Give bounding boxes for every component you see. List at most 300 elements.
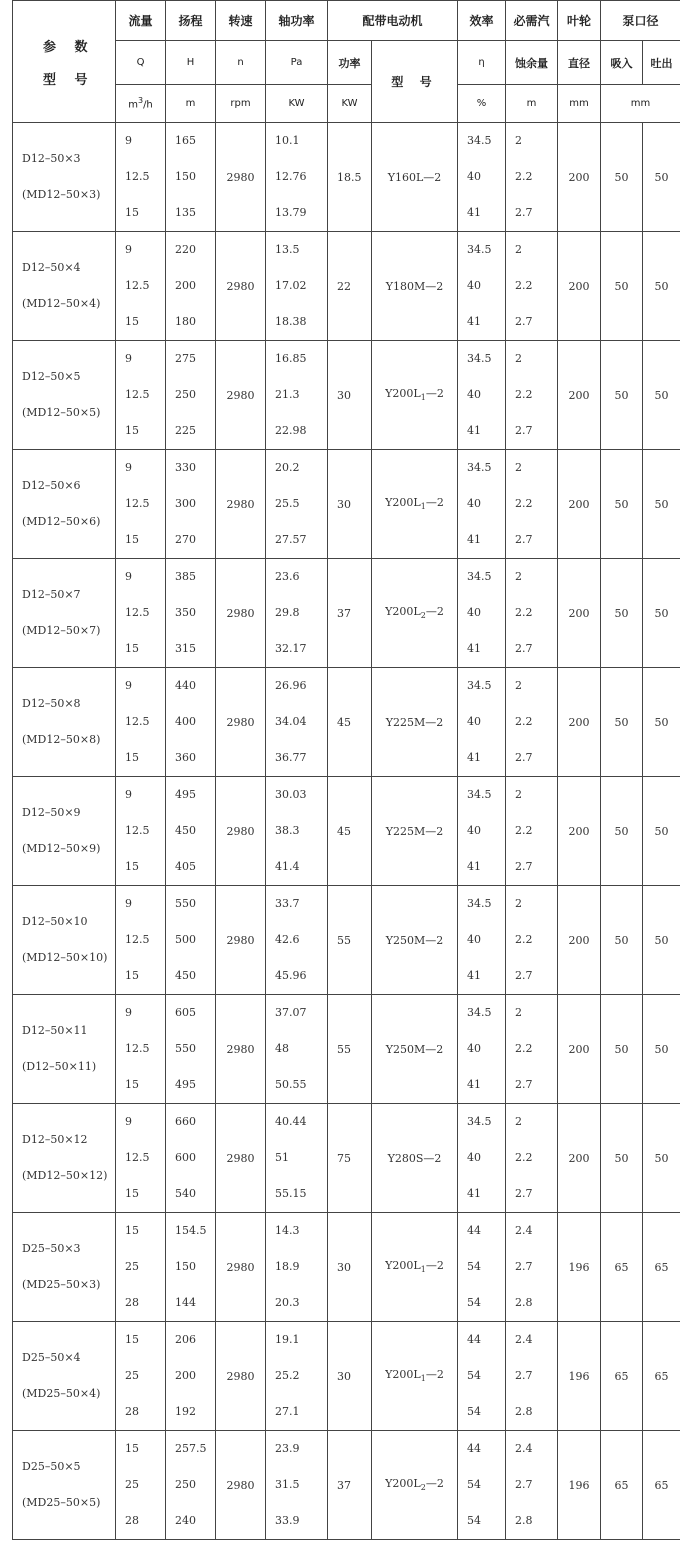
model-label: 型 号 [43, 72, 95, 88]
efficiency-cell-value: 44 [467, 1333, 482, 1346]
efficiency-cell [458, 886, 506, 995]
npsh-cell-value: 2.2 [515, 388, 533, 401]
flow-cell-value: 12.5 [125, 170, 150, 183]
npsh-cell-value: 2.4 [515, 1224, 533, 1237]
motor-model-cell [372, 777, 458, 886]
flow-cell [116, 668, 166, 777]
shaft-power-cell-value: 20.3 [275, 1296, 300, 1309]
efficiency-cell-value: 44 [467, 1224, 482, 1237]
npsh-cell-value: 2.7 [515, 1078, 533, 1091]
head-cell-value: 135 [175, 206, 196, 219]
shaft-power-cell-value: 13.79 [275, 206, 307, 219]
shaft-power-cell-value: 27.1 [275, 1405, 300, 1418]
flow-cell [116, 559, 166, 668]
shaft-power-cell [266, 123, 328, 232]
model-alt-name: (MD12–50×10) [22, 951, 108, 964]
flow-cell-value: 25 [125, 1478, 139, 1491]
efficiency-cell-value: 41 [467, 1187, 482, 1200]
head-cell-value: 550 [175, 897, 196, 910]
efficiency-cell-value: 40 [467, 170, 482, 183]
impeller-header: 叶轮 [558, 1, 601, 41]
shaft-power-cell [266, 559, 328, 668]
shaft-power-cell-value: 17.02 [275, 279, 307, 292]
speed-header: 转速 [216, 1, 266, 41]
speed-cell: 2980 [216, 1213, 266, 1322]
head-cell-value: 270 [175, 533, 196, 546]
efficiency-cell-value: 41 [467, 315, 482, 328]
head-unit: m [166, 85, 216, 123]
shaft-power-cell-value: 48 [275, 1042, 289, 1055]
motor-model-text: Y225M—2 [385, 715, 444, 729]
efficiency-cell-value: 40 [467, 388, 482, 401]
flow-cell-value: 12.5 [125, 606, 150, 619]
motor-model-tail: —2 [425, 1259, 444, 1273]
flow-cell [116, 1104, 166, 1213]
motor-model-sub: 1 [420, 1374, 426, 1384]
header-row-1 [13, 1, 681, 41]
npsh-cell-value: 2.7 [515, 969, 533, 982]
efficiency-cell [458, 1431, 506, 1540]
efficiency-cell-value: 34.5 [467, 679, 492, 692]
head-cell-value: 275 [175, 352, 196, 365]
head-cell-value: 257.5 [175, 1442, 207, 1455]
head-cell-value: 400 [175, 715, 196, 728]
flow-cell-value: 15 [125, 315, 139, 328]
flow-cell [116, 1322, 166, 1431]
head-cell [166, 668, 216, 777]
head-cell-value: 150 [175, 170, 196, 183]
model-name: D12–50×10 [22, 915, 88, 928]
port-inlet-cell: 50 [601, 995, 643, 1104]
port-outlet-cell: 50 [643, 123, 680, 232]
impeller-diameter-cell: 200 [558, 341, 601, 450]
motor-model-tail: —2 [425, 1368, 444, 1382]
shaft-power-cell-value: 41.4 [275, 860, 300, 873]
shaft-power-cell-value: 18.38 [275, 315, 307, 328]
npsh-cell [506, 668, 558, 777]
efficiency-cell-value: 40 [467, 606, 482, 619]
npsh-cell [506, 1213, 558, 1322]
flow-symbol: Q [116, 41, 166, 85]
motor-model-text: Y280S—2 [387, 1151, 442, 1165]
motor-power-cell: 45 [328, 777, 372, 886]
flow-cell-value: 25 [125, 1369, 139, 1382]
flow-cell [116, 341, 166, 450]
flow-cell-value: 12.5 [125, 824, 150, 837]
shaft-power-cell-value: 29.8 [275, 606, 300, 619]
shaft-power-cell-value: 33.7 [275, 897, 300, 910]
head-cell-value: 350 [175, 606, 196, 619]
motor-power-unit: KW [328, 85, 372, 123]
port-outlet-cell: 50 [643, 450, 680, 559]
shaft-power-cell-value: 45.96 [275, 969, 307, 982]
model-name: D12–50×5 [22, 370, 81, 383]
motor-model-sub: 1 [420, 502, 426, 512]
port-inlet-cell: 50 [601, 450, 643, 559]
motor-model-text: Y180M—2 [385, 279, 444, 293]
shaft-power-cell-value: 55.15 [275, 1187, 307, 1200]
flow-cell [116, 1213, 166, 1322]
motor-header: 配带电动机 [328, 1, 458, 41]
shaft-power-cell-value: 38.3 [275, 824, 300, 837]
model-cell [13, 1104, 116, 1213]
model-alt-name: (MD12–50×9) [22, 842, 101, 855]
shaft-power-cell-value: 18.9 [275, 1260, 300, 1273]
motor-power-cell: 75 [328, 1104, 372, 1213]
head-cell-value: 250 [175, 388, 196, 401]
speed-cell: 2980 [216, 341, 266, 450]
head-cell-value: 200 [175, 1369, 196, 1382]
port-outlet-cell: 50 [643, 559, 680, 668]
head-cell [166, 450, 216, 559]
npsh-cell-value: 2.7 [515, 1260, 533, 1273]
npsh-cell [506, 1322, 558, 1431]
npsh-cell-value: 2.2 [515, 1151, 533, 1164]
table-row [13, 995, 681, 1104]
motor-power-cell: 22 [328, 232, 372, 341]
flow-cell-value: 9 [125, 134, 132, 147]
efficiency-cell [458, 450, 506, 559]
efficiency-header: 效率 [458, 1, 506, 41]
npsh-cell-value: 2.8 [515, 1296, 533, 1309]
npsh-cell-value: 2.7 [515, 533, 533, 546]
speed-cell: 2980 [216, 559, 266, 668]
shaft-power-cell [266, 668, 328, 777]
model-alt-name: (MD12–50×8) [22, 733, 101, 746]
model-cell [13, 1431, 116, 1540]
efficiency-cell [458, 995, 506, 1104]
model-name: D12–50×8 [22, 697, 81, 710]
model-cell [13, 995, 116, 1104]
speed-cell: 2980 [216, 1104, 266, 1213]
motor-model-cell [372, 1431, 458, 1540]
motor-model-tail: —2 [425, 387, 444, 401]
impeller-diameter-cell: 196 [558, 1213, 601, 1322]
motor-model-tail: —2 [425, 496, 444, 510]
model-cell [13, 123, 116, 232]
efficiency-cell-value: 41 [467, 1078, 482, 1091]
head-cell-value: 450 [175, 824, 196, 837]
port-outlet-cell: 50 [643, 1104, 680, 1213]
motor-model-sub: 1 [420, 1265, 426, 1275]
head-cell-value: 605 [175, 1006, 196, 1019]
table-row [13, 450, 681, 559]
npsh-header: 必需汽 [506, 1, 558, 41]
efficiency-cell-value: 41 [467, 751, 482, 764]
efficiency-cell-value: 41 [467, 860, 482, 873]
npsh-cell-value: 2.2 [515, 606, 533, 619]
shaft-power-cell [266, 777, 328, 886]
port-unit: mm [601, 85, 680, 123]
motor-model-base: Y200L [385, 1368, 421, 1382]
shaft-power-cell [266, 1431, 328, 1540]
npsh-cell [506, 123, 558, 232]
efficiency-cell-value: 40 [467, 279, 482, 292]
npsh-cell-value: 2 [515, 243, 523, 256]
motor-power-header: 功率 [328, 41, 372, 85]
flow-cell-value: 9 [125, 243, 132, 256]
flow-cell [116, 995, 166, 1104]
head-cell-value: 220 [175, 243, 196, 256]
npsh-cell-value: 2.2 [515, 279, 533, 292]
head-cell [166, 886, 216, 995]
efficiency-cell-value: 34.5 [467, 788, 492, 801]
speed-cell: 2980 [216, 886, 266, 995]
impeller-diameter-cell: 200 [558, 995, 601, 1104]
model-name: D25–50×3 [22, 1242, 81, 1255]
motor-model-cell [372, 341, 458, 450]
port-outlet-cell: 50 [643, 886, 680, 995]
npsh-cell-value: 2 [515, 1006, 523, 1019]
head-cell-value: 150 [175, 1260, 196, 1273]
npsh-cell-value: 2.7 [515, 315, 533, 328]
port-header: 泵口径 [601, 1, 680, 41]
table-row [13, 559, 681, 668]
speed-cell: 2980 [216, 995, 266, 1104]
model-cell [13, 341, 116, 450]
port-outlet-header: 吐出 [643, 41, 680, 85]
flow-cell-value: 28 [125, 1296, 139, 1309]
motor-power-cell: 37 [328, 1431, 372, 1540]
efficiency-cell [458, 123, 506, 232]
npsh-cell-value: 2 [515, 897, 523, 910]
table-row [13, 123, 681, 232]
shaft-power-cell-value: 42.6 [275, 933, 300, 946]
efficiency-cell-value: 34.5 [467, 243, 492, 256]
flow-cell-value: 9 [125, 570, 132, 583]
shaft-power-cell-value: 23.6 [275, 570, 300, 583]
flow-cell-value: 15 [125, 969, 139, 982]
head-cell-value: 495 [175, 1078, 196, 1091]
shaft-power-cell [266, 1213, 328, 1322]
motor-model-cell [372, 232, 458, 341]
motor-model-sub: 1 [420, 393, 426, 403]
motor-power-cell: 30 [328, 450, 372, 559]
flow-cell-value: 15 [125, 1187, 139, 1200]
shaft-power-cell [266, 450, 328, 559]
npsh-cell-value: 2.4 [515, 1442, 533, 1455]
motor-model-text: Y160L—2 [387, 170, 442, 184]
impeller-diameter-cell: 196 [558, 1431, 601, 1540]
shaft-power-cell-value: 25.2 [275, 1369, 300, 1382]
head-cell [166, 559, 216, 668]
model-name: D12–50×7 [22, 588, 81, 601]
port-inlet-cell: 50 [601, 559, 643, 668]
npsh-cell [506, 341, 558, 450]
motor-model-text: Y225M—2 [385, 824, 444, 838]
table-row [13, 1213, 681, 1322]
model-alt-name: (MD25–50×4) [22, 1387, 101, 1400]
efficiency-cell-value: 41 [467, 642, 482, 655]
head-cell-value: 405 [175, 860, 196, 873]
port-inlet-cell: 65 [601, 1213, 643, 1322]
shaft-power-cell-value: 21.3 [275, 388, 300, 401]
shaft-power-cell-value: 19.1 [275, 1333, 300, 1346]
shaft-power-cell-value: 22.98 [275, 424, 307, 437]
npsh-cell [506, 232, 558, 341]
impeller-header-line2: 直径 [558, 41, 601, 85]
model-name: D25–50×4 [22, 1351, 81, 1364]
flow-cell-value: 15 [125, 1442, 139, 1455]
efficiency-cell-value: 54 [467, 1405, 482, 1418]
model-cell [13, 1322, 116, 1431]
npsh-cell-value: 2 [515, 134, 523, 147]
shaft-power-cell-value: 20.2 [275, 461, 300, 474]
impeller-diameter-cell: 200 [558, 777, 601, 886]
table-row [13, 1431, 681, 1540]
model-alt-name: (MD12–50×4) [22, 297, 101, 310]
table-row [13, 341, 681, 450]
motor-power-cell: 18.5 [328, 123, 372, 232]
flow-cell-value: 9 [125, 1115, 132, 1128]
model-name: D12–50×6 [22, 479, 81, 492]
port-outlet-cell: 65 [643, 1431, 680, 1540]
efficiency-cell-value: 40 [467, 824, 482, 837]
motor-model-header: 型 号 [372, 41, 458, 123]
flow-cell-value: 15 [125, 424, 139, 437]
head-cell-value: 240 [175, 1514, 196, 1527]
efficiency-cell-value: 40 [467, 1151, 482, 1164]
model-alt-name: (MD12–50×5) [22, 406, 101, 419]
motor-model-sub: 2 [420, 611, 426, 621]
table-row [13, 1322, 681, 1431]
model-cell [13, 450, 116, 559]
motor-model-text: Y250M—2 [385, 933, 444, 947]
shaft-power-cell [266, 232, 328, 341]
flow-cell-value: 9 [125, 461, 132, 474]
shaft-power-cell-value: 14.3 [275, 1224, 300, 1237]
npsh-cell-value: 2 [515, 1115, 523, 1128]
npsh-cell-value: 2 [515, 788, 523, 801]
model-cell [13, 777, 116, 886]
motor-model-cell [372, 450, 458, 559]
shaft-power-cell-value: 34.04 [275, 715, 307, 728]
port-outlet-cell: 50 [643, 668, 680, 777]
impeller-unit: mm [558, 85, 601, 123]
motor-model-base: Y200L [385, 1477, 421, 1491]
head-cell-value: 300 [175, 497, 196, 510]
npsh-cell-value: 2.7 [515, 1187, 533, 1200]
npsh-unit: m [506, 85, 558, 123]
motor-power-cell: 30 [328, 1213, 372, 1322]
npsh-cell-value: 2.8 [515, 1405, 533, 1418]
efficiency-cell-value: 41 [467, 206, 482, 219]
efficiency-cell-value: 34.5 [467, 1115, 492, 1128]
shaft-power-unit: KW [266, 85, 328, 123]
shaft-power-cell-value: 26.96 [275, 679, 307, 692]
flow-cell-value: 9 [125, 679, 132, 692]
port-outlet-cell: 50 [643, 232, 680, 341]
shaft-power-cell-value: 25.5 [275, 497, 300, 510]
efficiency-unit: % [458, 85, 506, 123]
shaft-power-cell-value: 27.57 [275, 533, 307, 546]
motor-power-cell: 30 [328, 1322, 372, 1431]
efficiency-cell-value: 34.5 [467, 352, 492, 365]
model-name: D12–50×4 [22, 261, 81, 274]
table-body [13, 1, 681, 1540]
flow-cell-value: 9 [125, 352, 132, 365]
model-cell [13, 886, 116, 995]
efficiency-cell-value: 41 [467, 969, 482, 982]
head-cell-value: 495 [175, 788, 196, 801]
speed-cell: 2980 [216, 123, 266, 232]
speed-cell: 2980 [216, 1431, 266, 1540]
flow-cell [116, 123, 166, 232]
npsh-cell-value: 2 [515, 461, 523, 474]
model-name: D25–50×5 [22, 1460, 81, 1473]
shaft-power-cell [266, 1104, 328, 1213]
flow-cell-value: 15 [125, 206, 139, 219]
npsh-cell [506, 450, 558, 559]
shaft-power-cell-value: 37.07 [275, 1006, 307, 1019]
head-cell-value: 660 [175, 1115, 196, 1128]
speed-cell: 2980 [216, 1322, 266, 1431]
model-cell [13, 668, 116, 777]
impeller-diameter-cell: 200 [558, 668, 601, 777]
npsh-header-line2: 蚀余量 [506, 41, 558, 85]
shaft-power-header: 轴功率 [266, 1, 328, 41]
shaft-power-cell-value: 10.1 [275, 134, 300, 147]
shaft-power-cell-value: 30.03 [275, 788, 307, 801]
efficiency-cell-value: 34.5 [467, 461, 492, 474]
efficiency-cell-value: 34.5 [467, 570, 492, 583]
flow-cell-value: 12.5 [125, 1151, 150, 1164]
shaft-power-cell [266, 1322, 328, 1431]
npsh-cell-value: 2.2 [515, 1042, 533, 1055]
flow-cell-value: 15 [125, 1333, 139, 1346]
impeller-diameter-cell: 196 [558, 1322, 601, 1431]
model-cell [13, 1213, 116, 1322]
flow-cell [116, 777, 166, 886]
table-row [13, 232, 681, 341]
motor-model-sub: 2 [420, 1483, 426, 1493]
npsh-cell-value: 2.8 [515, 1514, 533, 1527]
speed-cell: 2980 [216, 450, 266, 559]
motor-power-cell: 45 [328, 668, 372, 777]
port-inlet-cell: 50 [601, 123, 643, 232]
head-cell-value: 315 [175, 642, 196, 655]
motor-model-tail: —2 [425, 1477, 444, 1491]
head-cell-value: 440 [175, 679, 196, 692]
efficiency-cell-value: 54 [467, 1296, 482, 1309]
flow-unit: $m^3/h$ [116, 85, 166, 123]
speed-symbol: n [216, 41, 266, 85]
port-inlet-cell: 50 [601, 1104, 643, 1213]
flow-cell-value: 15 [125, 751, 139, 764]
speed-cell: 2980 [216, 668, 266, 777]
head-cell-value: 225 [175, 424, 196, 437]
head-cell-value: 144 [175, 1296, 196, 1309]
pump-spec-table [12, 0, 680, 1540]
motor-model-text: Y250M—2 [385, 1042, 444, 1056]
efficiency-cell-value: 34.5 [467, 1006, 492, 1019]
shaft-power-cell-value: 31.5 [275, 1478, 300, 1491]
shaft-power-cell-value: 50.55 [275, 1078, 307, 1091]
flow-cell-value: 9 [125, 788, 132, 801]
head-cell [166, 1213, 216, 1322]
motor-power-cell: 55 [328, 886, 372, 995]
motor-model-base: Y200L [385, 605, 421, 619]
efficiency-cell [458, 668, 506, 777]
npsh-cell [506, 777, 558, 886]
flow-cell-value: 9 [125, 897, 132, 910]
motor-power-cell: 55 [328, 995, 372, 1104]
shaft-power-cell [266, 995, 328, 1104]
head-cell [166, 232, 216, 341]
model-name: D12–50×12 [22, 1133, 88, 1146]
model-cell [13, 559, 116, 668]
impeller-diameter-cell: 200 [558, 559, 601, 668]
